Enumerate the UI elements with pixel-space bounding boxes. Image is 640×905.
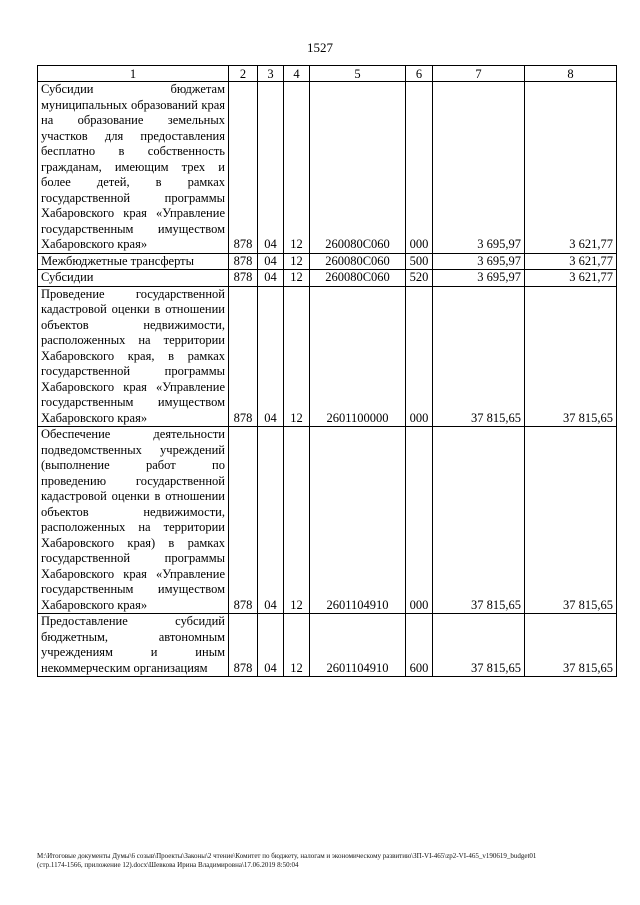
header-col-7: 7	[433, 66, 525, 82]
row-name: Предоставление субсидий бюджетным, автономным учреждениям и иным некоммерческим организациям	[38, 614, 229, 677]
row-target-item: 260080С060	[310, 270, 406, 287]
row-ministry-code: 878	[229, 286, 258, 427]
row-section: 04	[258, 270, 284, 287]
row-ministry-code: 878	[229, 82, 258, 254]
row-expense-type: 520	[406, 270, 433, 287]
row-name: Проведение государственной кадастровой оценки в отношении объектов недвижимости, расположенных на территории Хабаровского края, в рамках государственной программы Хабаровского края «Управление государственным имуществом Хабаровского края»	[38, 286, 229, 427]
row-amount-2: 3 621,77	[525, 253, 617, 270]
page-number: 1527	[307, 40, 333, 55]
row-subsection: 12	[284, 82, 310, 254]
row-subsection: 12	[284, 286, 310, 427]
row-subsection: 12	[284, 270, 310, 287]
row-amount-1: 37 815,65	[433, 286, 525, 427]
row-amount-2: 3 621,77	[525, 82, 617, 254]
row-amount-1: 3 695,97	[433, 270, 525, 287]
row-amount-1: 3 695,97	[433, 82, 525, 254]
row-amount-1: 3 695,97	[433, 253, 525, 270]
row-name: Субсидии	[38, 270, 229, 287]
header-col-3: 3	[258, 66, 284, 82]
row-ministry-code: 878	[229, 427, 258, 614]
row-amount-2: 37 815,65	[525, 614, 617, 677]
header-col-8: 8	[525, 66, 617, 82]
row-amount-2: 3 621,77	[525, 270, 617, 287]
row-expense-type: 500	[406, 253, 433, 270]
row-section: 04	[258, 427, 284, 614]
row-subsection: 12	[284, 253, 310, 270]
header-row	[38, 66, 617, 82]
header-col-5: 5	[310, 66, 406, 82]
row-ministry-code: 878	[229, 253, 258, 270]
footer-line-2: (стр.1174-1566, приложение 12).docx\Шевкова Ирина Владимировна\17.06.2019 8:50:04	[37, 861, 299, 869]
header-col-6: 6	[406, 66, 433, 82]
row-target-item: 260080С060	[310, 253, 406, 270]
row-name: Субсидии бюджетам муниципальных образований края на образование земельных участков для предоставления бесплатно в собственность гражданам, имеющим трех и более детей, в рамках государственной программы Хабаровского края «Управление государственным имуществом Хабаровского края»	[38, 82, 229, 254]
row-subsection: 12	[284, 427, 310, 614]
table-row	[38, 253, 617, 270]
budget-table	[37, 65, 617, 677]
row-target-item: 2601104910	[310, 427, 406, 614]
row-section: 04	[258, 253, 284, 270]
row-subsection: 12	[284, 614, 310, 677]
row-expense-type: 000	[406, 286, 433, 427]
row-amount-1: 37 815,65	[433, 614, 525, 677]
row-name: Обеспечение деятельности подведомственных учреждений (выполнение работ по проведению государственной кадастровой оценки в отношении объектов недвижимости, расположенных на территории Хабаровского края) в рамках государственной программы Хабаровского края «Управление государственным имуществом Хабаровского края»	[38, 427, 229, 614]
row-name: Межбюджетные трансферты	[38, 253, 229, 270]
header-col-2: 2	[229, 66, 258, 82]
table-row	[38, 82, 617, 254]
row-target-item: 260080С060	[310, 82, 406, 254]
row-section: 04	[258, 286, 284, 427]
row-target-item: 2601100000	[310, 286, 406, 427]
row-section: 04	[258, 614, 284, 677]
table-row	[38, 427, 617, 614]
header-col-4: 4	[284, 66, 310, 82]
footer-line-1: М:\Итоговые документы Думы\6 созыв\Проекты\Законы\2 чтение\Комитет по бюджету, налогам и экономическому развитию\ЗП-VI-465\zp2-VI-465_v190619_budget01	[37, 852, 537, 860]
row-expense-type: 000	[406, 82, 433, 254]
header-col-1: 1	[38, 66, 229, 82]
row-amount-2: 37 815,65	[525, 286, 617, 427]
table-row	[38, 270, 617, 287]
file-path-footer	[37, 852, 617, 870]
table-row	[38, 614, 617, 677]
row-expense-type: 000	[406, 427, 433, 614]
table-row	[38, 286, 617, 427]
row-target-item: 2601104910	[310, 614, 406, 677]
row-amount-2: 37 815,65	[525, 427, 617, 614]
row-expense-type: 600	[406, 614, 433, 677]
row-section: 04	[258, 82, 284, 254]
row-ministry-code: 878	[229, 270, 258, 287]
row-ministry-code: 878	[229, 614, 258, 677]
row-amount-1: 37 815,65	[433, 427, 525, 614]
